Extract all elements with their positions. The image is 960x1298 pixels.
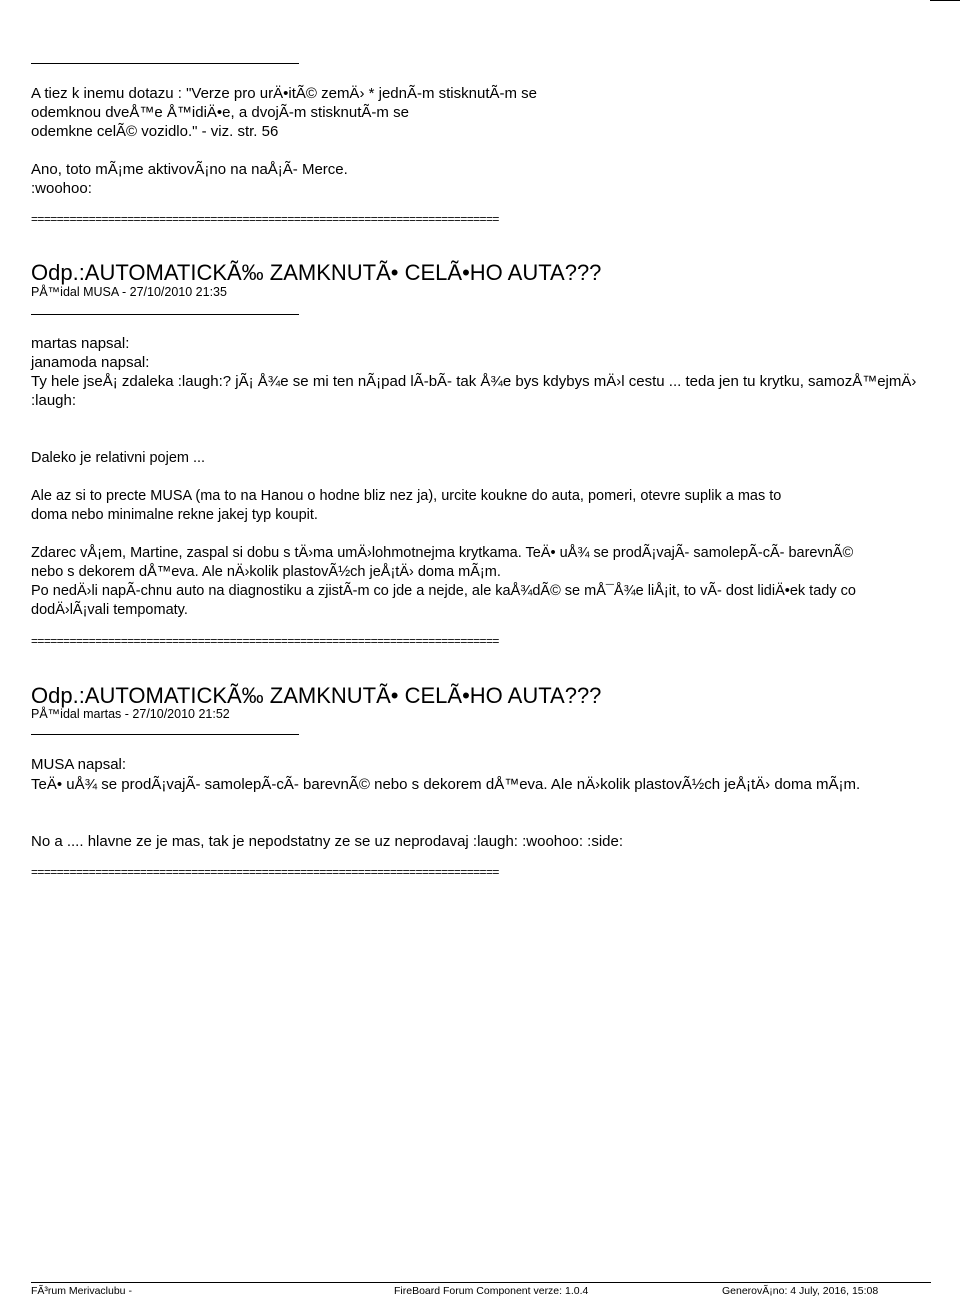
quote-line: A tiez k inemu dotazu : "Verze pro urÄ•itÃ© zemÄ› * jednÃ-m stisknutÃ-m se [31,85,537,102]
quoted-text: :laugh: [31,392,77,409]
quote-header: MUSA napsal: [31,756,127,773]
post-divider-line [31,734,299,735]
paragraph-line: Zdarec vÅ¡em, Martine, zaspal si dobu s tÄ›ma umÄ›lohmotnejma krytkama. TeÄ• uÅ¾ se prodÃ¡vajÃ- samolepÃ-cÃ- barevnÃ© [31,545,854,561]
footer-site-name: FÃ³rum Merivaclubu - [31,1285,132,1297]
quote-header: janamoda napsal: [31,354,150,371]
page-footer [31,1282,931,1298]
post-divider-line [31,314,299,315]
paragraph-line: dodÄ›lÃ¡vali tempomaty. [31,602,188,618]
reply-line: No a .... hlavne ze je mas, tak je nepodstatny ze se uz neprodavaj :laugh: :woohoo: :side: [31,833,624,850]
paragraph-line: doma nebo minimalne rekne jakej typ koupit. [31,507,318,523]
post-separator: ========================================================================= [31,865,499,879]
post-title: Odp.:AUTOMATICKÃ‰ ZAMKNUTÃ• CELÃ•HO AUTA??? [31,683,602,708]
quoted-text: Ty hele jseÅ¡ zdaleka :laugh:? jÃ¡ Å¾e se mi ten nÃ¡pad lÃ-bÃ- tak Å¾e bys kdybys mÄ›l cestu ... teda jen tu krytku, samozÅ™ejmÄ› [31,373,917,390]
footer-component: FireBoard Forum Component verze: 1.0.4 [394,1285,589,1297]
post-meta: PÅ™idal MUSA - 27/10/2010 21:35 [31,285,227,299]
post-title: Odp.:AUTOMATICKÃ‰ ZAMKNUTÃ• CELÃ•HO AUTA??? [31,260,602,285]
paragraph-line: Po nedÄ›li napÃ-chnu auto na diagnostiku a zjistÃ-m co jde a nejde, ale kaÅ¾dÃ© se mÅ¯Å¾e liÅ¡it, to vÃ- dost lidiÄ•ek tady co [31,583,856,599]
quote-line: odemkne celÃ© vozidlo." - viz. str. 56 [31,123,279,140]
quoted-text: TeÄ• uÅ¾ se prodÃ¡vajÃ- samolepÃ-cÃ- barevnÃ© nebo s dekorem dÅ™eva. Ale nÄ›kolik plastovÃ½ch jeÅ¡tÄ› doma mÃ¡m. [31,776,861,793]
post-meta: PÅ™idal martas - 27/10/2010 21:52 [31,707,230,721]
quote-line: odemknou dveÅ™e Å™idiÄ•e, a dvojÃ-m stisknutÃ-m se [31,104,409,121]
paragraph-line: nebo s dekorem dÅ™eva. Ale nÄ›kolik plastovÃ½ch jeÅ¡tÄ› doma mÃ¡m. [31,564,501,580]
reply-line: Ano, toto mÃ¡me aktivovÃ¡no na naÅ¡Ã- Merce. [31,161,348,178]
post-separator: ========================================================================= [31,212,499,226]
post-divider-line [31,63,299,64]
top-right-rule [930,0,960,1]
paragraph-line: Ale az si to precte MUSA (ma to na Hanou o hodne bliz nez ja), urcite koukne do auta, pomeri, otevre suplik a mas to [31,488,782,504]
quote-header: martas napsal: [31,335,130,352]
reply-line: :woohoo: [31,180,92,197]
footer-generated: GenerovÃ¡no: 4 July, 2016, 15:08 [722,1285,879,1297]
paragraph: Daleko je relativni pojem ... [31,450,206,466]
post-separator: ========================================================================= [31,634,499,648]
